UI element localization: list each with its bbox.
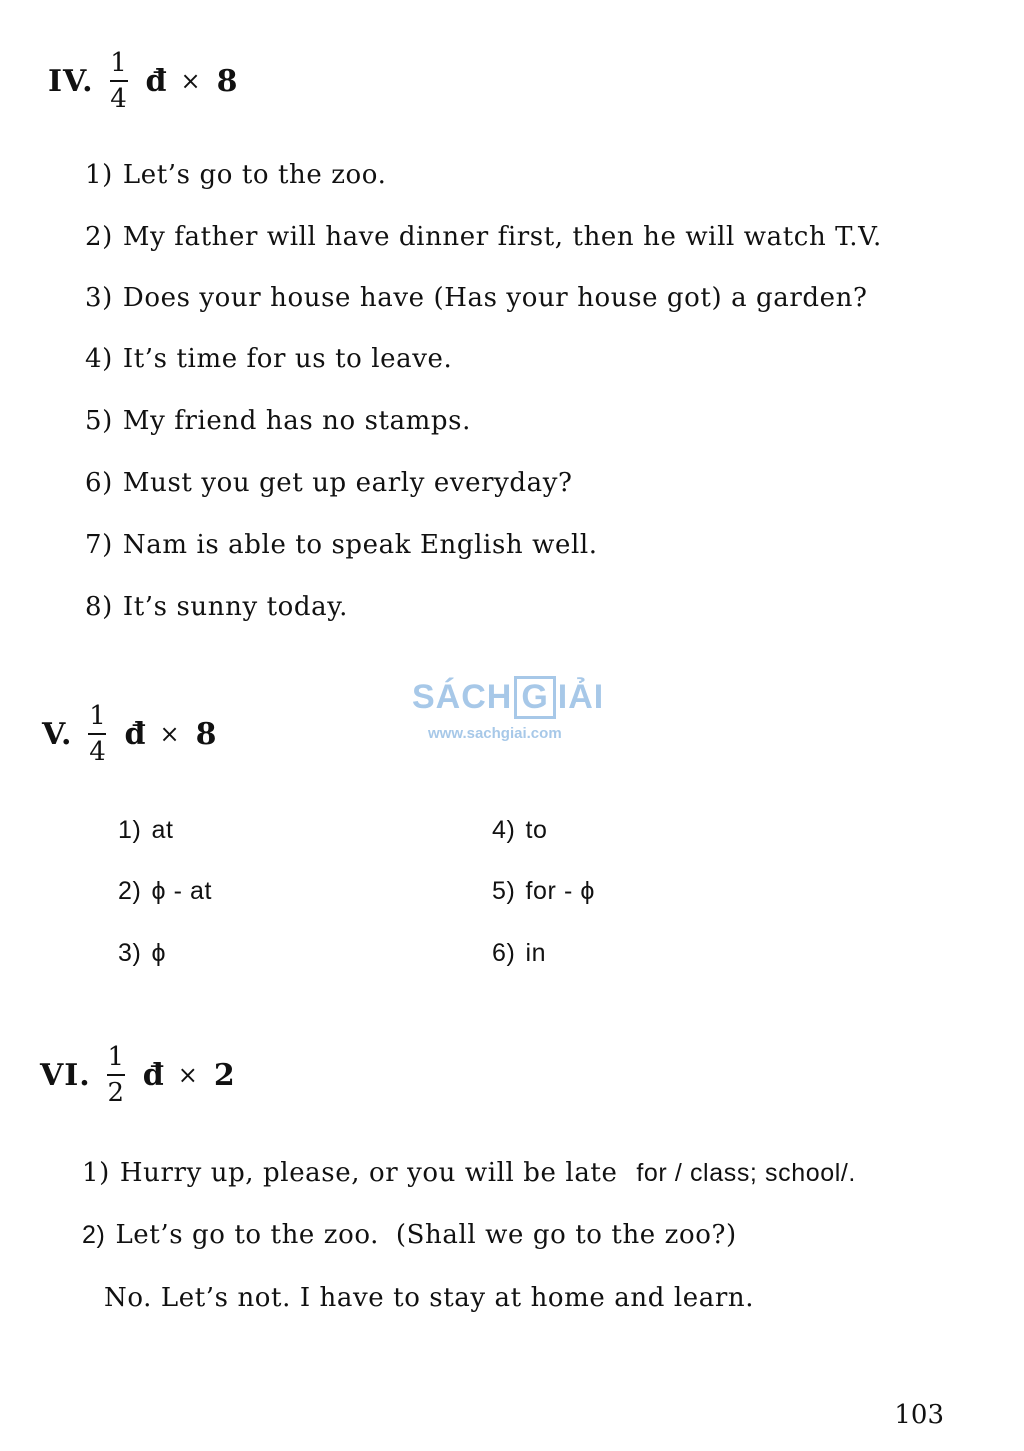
section-iv-heading <box>48 50 237 112</box>
list-item: 8) It’s sunny today. <box>85 592 348 622</box>
section-v-times: × <box>159 720 180 748</box>
list-item: 4) It’s time for us to leave. <box>85 344 453 374</box>
list-item: 2) Let’s go to the zoo. (Shall we go to the zoo?) <box>82 1220 737 1250</box>
section-v-unit: đ <box>124 716 146 752</box>
section-iv-times: × <box>180 67 201 95</box>
list-item: 4) to <box>492 816 548 844</box>
section-vi-fraction <box>107 1044 125 1106</box>
list-item: 1) Hurry up, please, or you will be late for / class; school/. <box>82 1158 856 1188</box>
section-vi-frac-num: 1 <box>107 1042 125 1072</box>
section-iv-frac-den: 4 <box>110 84 127 114</box>
list-item: 3) ϕ <box>118 939 167 967</box>
list-item: 2) My father will have dinner first, then he will watch T.V. <box>85 222 882 252</box>
list-item: 5) My friend has no stamps. <box>85 406 471 436</box>
section-v-heading <box>42 703 216 765</box>
watermark-url: www.sachgiai.com <box>428 725 562 743</box>
section-iv-frac-num: 1 <box>110 48 127 78</box>
section-v-multiplier: 8 <box>195 716 217 752</box>
list-item: 1) at <box>118 816 174 844</box>
section-vi-numeral: VI. <box>40 1057 91 1093</box>
section-iv-fraction <box>110 50 128 112</box>
reply-line: No. Let’s not. I have to stay at home and learn. <box>104 1283 755 1313</box>
section-vi-multiplier: 2 <box>213 1057 235 1093</box>
section-v-frac-den: 4 <box>89 737 106 767</box>
section-vi-heading <box>40 1044 235 1106</box>
watermark-logo: SÁCH G IẢI <box>412 676 617 719</box>
section-iv-numeral: IV. <box>48 63 94 99</box>
list-item: 5) for - ϕ <box>492 877 596 905</box>
section-vi-frac-den: 2 <box>107 1078 125 1108</box>
section-v-frac-num: 1 <box>89 701 106 731</box>
sachgiai-watermark <box>412 676 617 776</box>
list-item: 3) Does your house have (Has your house got) a garden? <box>85 283 868 313</box>
section-v-numeral: V. <box>42 716 73 752</box>
list-item: 1) Let’s go to the zoo. <box>85 160 387 190</box>
list-item: 7) Nam is able to speak English well. <box>85 530 598 560</box>
list-item: 6) in <box>492 939 547 967</box>
list-item: 2) ϕ - at <box>118 877 213 905</box>
list-item: 6) Must you get up early everyday? <box>85 468 573 498</box>
section-iv-unit: đ <box>145 63 167 99</box>
section-vi-times: × <box>177 1061 198 1089</box>
section-iv-multiplier: 8 <box>216 63 238 99</box>
page-number: 103 <box>894 1400 944 1430</box>
section-v-fraction <box>88 703 106 765</box>
section-vi-unit: đ <box>142 1057 164 1093</box>
